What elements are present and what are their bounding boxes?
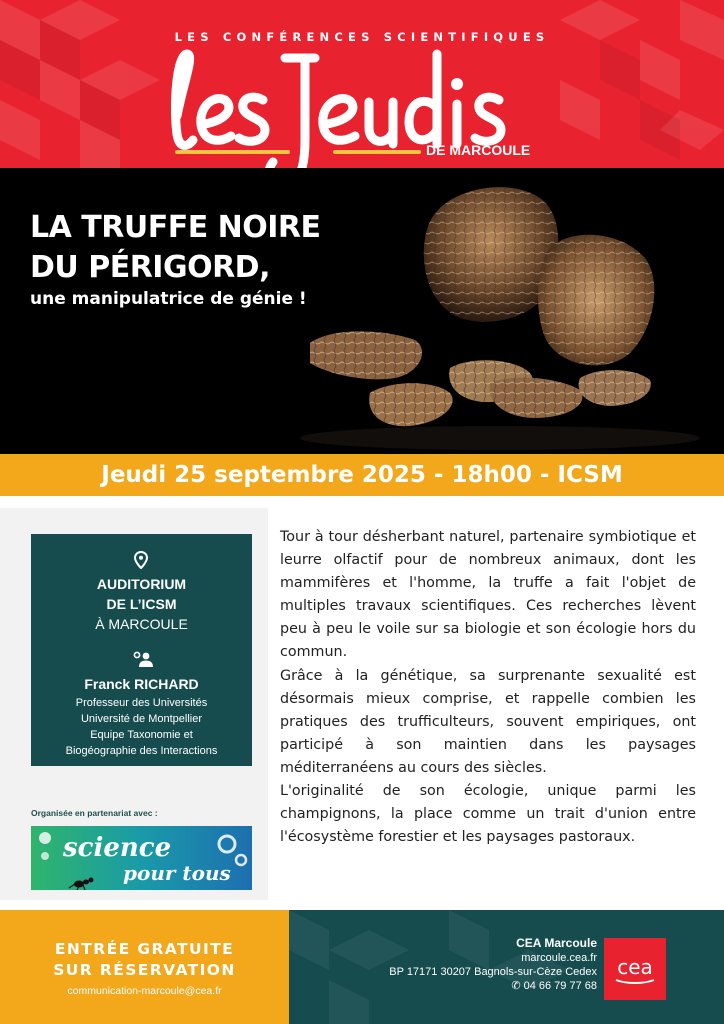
description-paragraph: Grâce à la génétique, sa surprenante sexualité est désormais mieux comprise, et rappelle combien les pratiques des trufficulteurs, souvent empiriques, ont participé à son maintien dans les paysages méditerranéens au cours des siècles. bbox=[280, 667, 696, 776]
description-paragraph: L'originalité de son écologie, unique parmi les champignons, la place comme un trait d'union entre l'écosystème forestier et les paysages pastoraux. bbox=[280, 783, 696, 846]
registration-panel bbox=[0, 910, 289, 1024]
science-pour-tous-logo bbox=[31, 826, 252, 890]
description-paragraph: Tour à tour désherbant naturel, partenaire symbiotique et leurre olfactif pour de nombreux animaux, dont les mammifères et l'homme, la truffe a fait l'objet de multiples travaux scientifiques. Ces recherches lèvent peu à peu le voile sur sa biologie et son écologie hors du commun. bbox=[280, 529, 696, 661]
header-banner bbox=[0, 0, 724, 168]
speaker-name: Franck RICHARD bbox=[84, 676, 199, 692]
title-line-1: LA TRUFFE NOIRE bbox=[30, 210, 321, 245]
organizer-name: CEA Marcoule bbox=[516, 936, 597, 950]
cea-logo-text: cea bbox=[617, 955, 653, 979]
conference-title bbox=[30, 208, 321, 288]
series-kicker: LES CONFÉRENCES SCIENTIFIQUES bbox=[174, 30, 550, 44]
venue-line-3: À MARCOULE bbox=[95, 616, 188, 632]
free-entry-line-2: SUR RÉSERVATION bbox=[53, 961, 236, 979]
speaker-title-line: Université de Montpellier bbox=[80, 713, 203, 725]
organizer-contact bbox=[389, 936, 597, 993]
venue-speaker-card bbox=[31, 534, 252, 766]
organizer-website[interactable]: marcoule.cea.fr bbox=[521, 952, 597, 964]
contact-email[interactable]: communication-marcoule@cea.fr bbox=[67, 985, 222, 997]
event-date-banner: Jeudi 25 septembre 2025 - 18h00 - ICSM bbox=[0, 454, 724, 496]
venue-line-1: AUDITORIUM bbox=[96, 576, 187, 592]
location-pin-icon bbox=[134, 551, 148, 569]
venue-line-2: DE L’ICSM bbox=[106, 596, 177, 612]
speaker-title-line: Professeur des Universités bbox=[75, 697, 208, 709]
organizer-address: BP 17171 30207 Bagnols-sur-Cèze Cedex bbox=[389, 966, 597, 978]
logo-subtitle: DE MARCOULE bbox=[426, 142, 531, 158]
speaker-title-line: Biogéographie des Interactions bbox=[65, 745, 218, 757]
content-section bbox=[0, 496, 724, 910]
gold-divider-left bbox=[175, 150, 290, 154]
title-line-2: DU PÉRIGORD, bbox=[30, 250, 270, 285]
speaker-title-line: Equipe Taxonomie et bbox=[90, 729, 193, 741]
science-logo-text: science bbox=[63, 833, 172, 863]
partner-label: Organisée en partenariat avec : bbox=[31, 808, 158, 818]
cea-logo bbox=[604, 938, 666, 1000]
conference-description bbox=[280, 526, 696, 849]
people-icon bbox=[131, 651, 153, 667]
organizer-panel bbox=[289, 910, 724, 1024]
free-entry-line-1: ENTRÉE GRATUITE bbox=[54, 940, 235, 958]
hero-section bbox=[0, 168, 724, 454]
organizer-phone: 04 66 79 77 68 bbox=[523, 980, 597, 992]
phone-icon: ✆ bbox=[511, 980, 521, 992]
organizer-phone-row bbox=[389, 979, 597, 993]
pour-tous-logo-text: pour tous bbox=[123, 861, 231, 885]
gold-divider-right bbox=[333, 150, 421, 154]
truffle-photo bbox=[290, 168, 724, 454]
conference-subtitle: une manipulatrice de génie ! bbox=[30, 289, 307, 309]
